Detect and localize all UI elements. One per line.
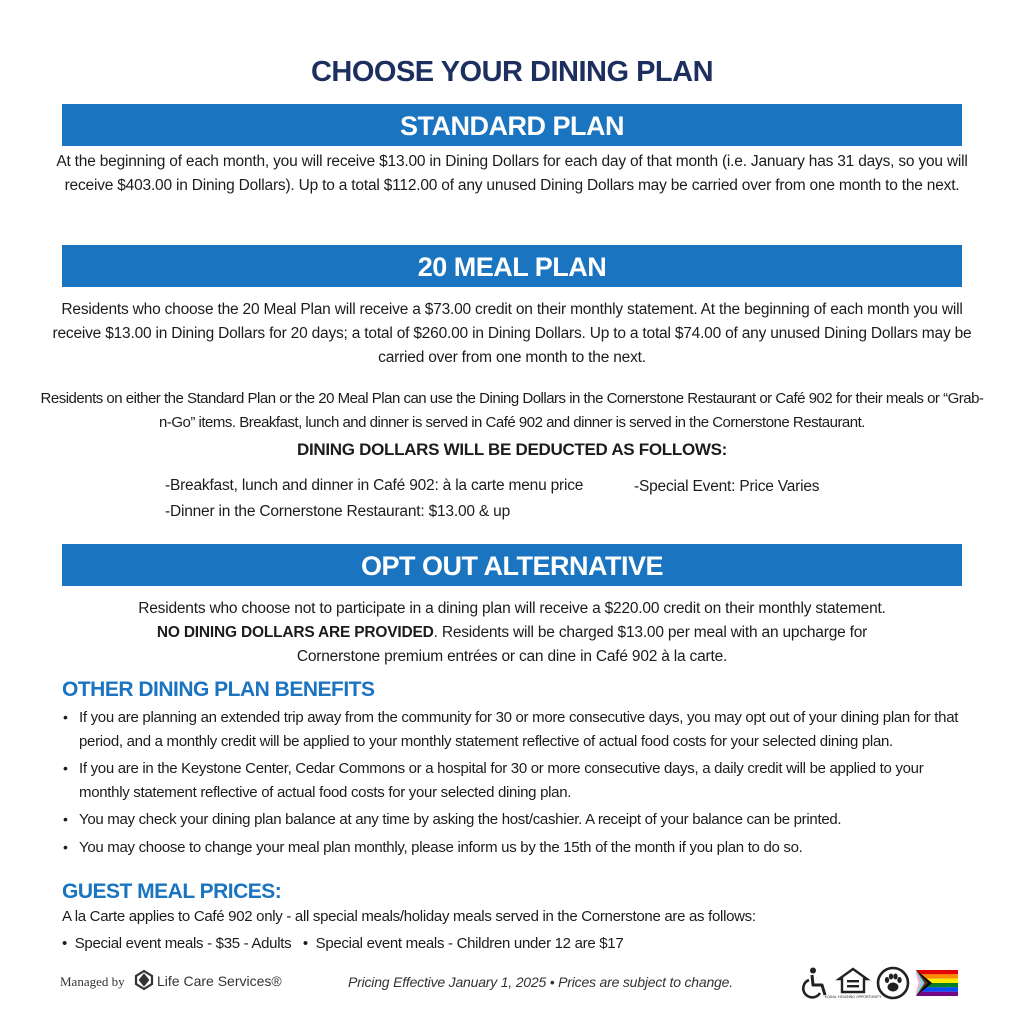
benefit-item: • If you are planning an extended trip away from the community for 30 or more consecutive days, you may opt out of your dining plan for that period, and a monthly credit will be applied to your monthly statement reflective of actual food costs for your selected dining plan. [62, 706, 972, 753]
opt-out-line-1: Residents who choose not to participate in a dining plan will receive a $220.00 credit on their monthly statement. [138, 600, 886, 617]
opt-out-line-3: Cornerstone premium entrées or can dine in Café 902 à la carte. [296, 648, 728, 665]
pricing-note: Pricing Effective January 1, 2025 • Prices are subject to change. [348, 974, 733, 990]
page-title: CHOOSE YOUR DINING PLAN [310, 56, 714, 88]
meal-plan-20-heading: 20 MEAL PLAN [62, 245, 962, 287]
benefit-item: • If you are in the Keystone Center, Cedar Commons or a hospital for 30 or more consecutive days, a daily credit will be applied to your monthly statement reflective of actual food costs for your selected dining plan. [62, 757, 972, 804]
opt-out-line-2-rest: . Residents will be charged $13.00 per meal with an upcharge for [433, 624, 868, 641]
pet-friendly-paw-icon [876, 966, 910, 1000]
bullet: • [62, 935, 67, 952]
guest-meal-intro: A la Carte applies to Café 902 only - all special meals/holiday meals served in the Cornerstone are as follows: [62, 908, 756, 925]
lcs-logo-icon [133, 969, 155, 991]
deduction-item-dinner: -Dinner in the Cornerstone Restaurant: $13.00 & up [165, 503, 510, 520]
equal-housing-opportunity-icon [824, 966, 882, 1000]
deduction-item-breakfast: -Breakfast, lunch and dinner in Café 902: à la carte menu price [165, 477, 584, 494]
standard-plan-text: At the beginning of each month, you will receive $13.00 in Dining Dollars for each day of that month (i.e. January has 31 days, so you will receive $403.00 in Dining Dollars). Up to a total $112.00 of any unused Dining Dollars may be carried over from one month to the next. [56, 153, 968, 194]
guest-meal-children: Special event meals - Children under 12 are $17 [315, 935, 624, 952]
progress-pride-flag-icon [916, 970, 958, 996]
benefit-item: • You may choose to change your meal plan monthly, please inform us by the 15th of the month if you plan to do so. [62, 836, 972, 860]
bullet: • [63, 709, 68, 725]
standard-plan-heading: STANDARD PLAN [62, 104, 962, 146]
guest-meal-items [62, 935, 623, 952]
deduction-heading: DINING DOLLARS WILL BE DEDUCTED AS FOLLOWS: [296, 440, 728, 459]
bullet: • [63, 760, 68, 776]
opt-out-bold: NO DINING DOLLARS ARE PROVIDED [156, 624, 434, 641]
bullet: • [63, 811, 68, 827]
guest-meal-heading: GUEST MEAL PRICES: [62, 880, 282, 903]
opt-out-text [40, 597, 984, 669]
deduction-item-special-event: -Special Event: Price Varies [634, 478, 820, 495]
benefits-list [62, 706, 972, 863]
footer-icons [798, 966, 968, 1000]
company-name: Life Care Services® [157, 973, 282, 989]
footer [0, 966, 1024, 1006]
guest-meal-adults: Special event meals - $35 - Adults [74, 935, 292, 952]
bullet: • [302, 935, 308, 952]
either-plan-text: Residents on either the Standard Plan or the 20 Meal Plan can use the Dining Dollars in the Cornerstone Restaurant or Café 902 for their meals or “Grab-n-Go” items. Breakfast, lunch and dinner is served in Café 902 and dinner is served in the Cornerstone Restaurant. [40, 390, 984, 431]
meal-plan-20-text: Residents who choose the 20 Meal Plan will receive a $73.00 credit on their monthly statement. At the beginning of each month you will receive $13.00 in Dining Dollars for 20 days; a total of $260.00 in Dining Dollars. Up to a total $74.00 of any unused Dining Dollars may be carried over from one month to the next. [52, 301, 972, 366]
opt-out-line-2 [40, 621, 984, 645]
ehl-text: EQUAL HOUSING OPPORTUNITY [824, 995, 882, 999]
bullet: • [63, 838, 68, 855]
managed-by-label: Managed by [60, 974, 125, 989]
benefit-item: • You may check your dining plan balance at any time by asking the host/cashier. A receipt of your balance can be printed. [62, 808, 972, 832]
benefits-heading: OTHER DINING PLAN BENEFITS [62, 678, 375, 701]
opt-out-heading: OPT OUT ALTERNATIVE [62, 544, 962, 586]
life-care-services-logo [133, 969, 282, 996]
